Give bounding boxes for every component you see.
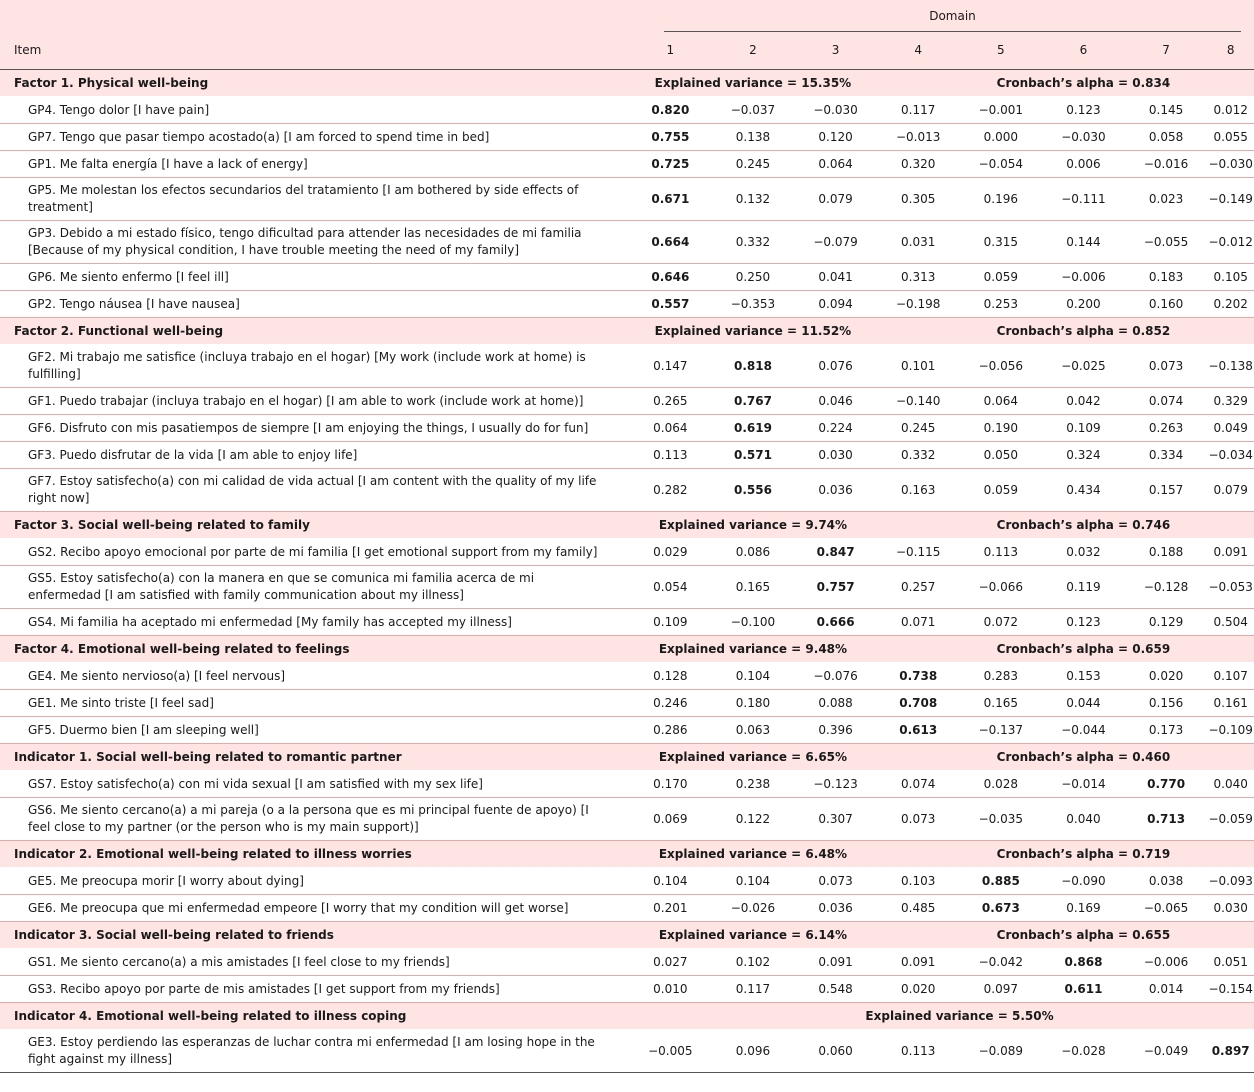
item-cell: GF2. Mi trabajo me satisfice (incluya trabajo en el hogar) [My work (include work at home) is fulfilling] bbox=[0, 345, 629, 388]
item-cell: GS4. Mi familia ha aceptado mi enfermedad [My family has accepted my illness] bbox=[0, 609, 629, 636]
loading-cell: −0.006 bbox=[1125, 949, 1208, 976]
loading-cell: −0.049 bbox=[1125, 1030, 1208, 1073]
loading-cell: 0.147 bbox=[629, 345, 712, 388]
loading-cell: 0.044 bbox=[1042, 690, 1125, 717]
loading-cell: 0.086 bbox=[712, 539, 795, 566]
loading-cell: 0.145 bbox=[1125, 97, 1208, 124]
loading-cell: 0.868 bbox=[1042, 949, 1125, 976]
column-header: 5 bbox=[960, 32, 1043, 70]
item-cell: GS1. Me siento cercano(a) a mis amistades [I feel close to my friends] bbox=[0, 949, 629, 976]
loading-cell: 0.103 bbox=[877, 868, 960, 895]
loading-cell: 0.504 bbox=[1207, 609, 1254, 636]
loading-cell: 0.104 bbox=[712, 663, 795, 690]
table-row bbox=[0, 124, 1254, 151]
item-cell: GP3. Debido a mi estado físico, tengo dificultad para attender las necesidades de mi familia [Because of my physical condition, I have trouble meeting the need of my family] bbox=[0, 221, 629, 264]
loading-cell: 0.129 bbox=[1125, 609, 1208, 636]
loading-cell: 0.071 bbox=[877, 609, 960, 636]
loading-cell: 0.088 bbox=[794, 690, 877, 717]
loading-cell: 0.160 bbox=[1125, 291, 1208, 318]
loading-cell: 0.132 bbox=[712, 178, 795, 221]
cronbach-alpha: Cronbach’s alpha = 0.460 bbox=[960, 744, 1208, 771]
loading-cell: 0.664 bbox=[629, 221, 712, 264]
explained-variance: Explained variance = 6.14% bbox=[629, 922, 877, 949]
loading-cell: 0.557 bbox=[629, 291, 712, 318]
item-cell: GF6. Disfruto con mis pasatiempos de siempre [I am enjoying the things, I usually do for fun] bbox=[0, 415, 629, 442]
loading-cell: 0.058 bbox=[1125, 124, 1208, 151]
table-row bbox=[0, 1030, 1254, 1073]
item-cell: GP7. Tengo que pasar tiempo acostado(a) [I am forced to spend time in bed] bbox=[0, 124, 629, 151]
table-row bbox=[0, 221, 1254, 264]
table-row bbox=[0, 178, 1254, 221]
loading-cell: 0.163 bbox=[877, 469, 960, 512]
loading-cell: 0.138 bbox=[712, 124, 795, 151]
explained-variance: Explained variance = 15.35% bbox=[629, 70, 877, 97]
loading-cell: 0.063 bbox=[712, 717, 795, 744]
loading-cell: −0.055 bbox=[1125, 221, 1208, 264]
table-row bbox=[0, 895, 1254, 922]
loading-cell: 0.120 bbox=[794, 124, 877, 151]
item-cell: GS6. Me siento cercano(a) a mi pareja (o a la persona que es mi principal fuente de apoyo) [I feel close to my partner (or the person who is my main support)] bbox=[0, 798, 629, 841]
loading-cell: −0.012 bbox=[1207, 221, 1254, 264]
item-cell: GP2. Tengo náusea [I have nausea] bbox=[0, 291, 629, 318]
loading-cell: 0.286 bbox=[629, 717, 712, 744]
loading-cell: 0.897 bbox=[1207, 1030, 1254, 1073]
loading-cell: 0.041 bbox=[794, 264, 877, 291]
table-row bbox=[0, 264, 1254, 291]
loading-cell: 0.096 bbox=[712, 1030, 795, 1073]
explained-variance: Explained variance = 9.74% bbox=[629, 512, 877, 539]
loading-cell: 0.072 bbox=[960, 609, 1043, 636]
loading-cell: 0.246 bbox=[629, 690, 712, 717]
loading-cell: 0.571 bbox=[712, 442, 795, 469]
loading-cell: 0.613 bbox=[877, 717, 960, 744]
loading-cell: 0.074 bbox=[877, 771, 960, 798]
column-header: 8 bbox=[1207, 32, 1254, 70]
section-header-row bbox=[0, 1003, 1254, 1030]
loading-cell: 0.885 bbox=[960, 868, 1043, 895]
loading-cell: 0.073 bbox=[877, 798, 960, 841]
loading-cell: 0.074 bbox=[1125, 388, 1208, 415]
loading-cell: 0.315 bbox=[960, 221, 1043, 264]
column-header: 4 bbox=[877, 32, 960, 70]
loading-cell: 0.030 bbox=[1207, 895, 1254, 922]
loading-cell: 0.076 bbox=[794, 345, 877, 388]
loading-cell: 0.014 bbox=[1125, 976, 1208, 1003]
loading-cell: −0.093 bbox=[1207, 868, 1254, 895]
loading-cell: 0.064 bbox=[794, 151, 877, 178]
loading-cell: 0.060 bbox=[794, 1030, 877, 1073]
loading-cell: 0.173 bbox=[1125, 717, 1208, 744]
loading-cell: 0.245 bbox=[877, 415, 960, 442]
loading-cell: 0.170 bbox=[629, 771, 712, 798]
loading-cell: −0.037 bbox=[712, 97, 795, 124]
section-header-row bbox=[0, 70, 1254, 97]
table-row bbox=[0, 717, 1254, 744]
domain-header-row bbox=[0, 0, 1254, 32]
item-cell: GF5. Duermo bien [I am sleeping well] bbox=[0, 717, 629, 744]
loading-cell: 0.091 bbox=[794, 949, 877, 976]
loading-cell: 0.282 bbox=[629, 469, 712, 512]
loading-cell: 0.188 bbox=[1125, 539, 1208, 566]
loading-cell: 0.767 bbox=[712, 388, 795, 415]
loading-cell: 0.250 bbox=[712, 264, 795, 291]
item-cell: GF7. Estoy satisfecho(a) con mi calidad de vida actual [I am content with the quality of my life right now] bbox=[0, 469, 629, 512]
column-header: 3 bbox=[794, 32, 877, 70]
loading-cell: 0.073 bbox=[1125, 345, 1208, 388]
loading-cell: 0.329 bbox=[1207, 388, 1254, 415]
loading-cell: 0.818 bbox=[712, 345, 795, 388]
section-title: Factor 4. Emotional well-being related to feelings bbox=[0, 636, 629, 663]
loading-cell: 0.107 bbox=[1207, 663, 1254, 690]
loading-cell: 0.666 bbox=[794, 609, 877, 636]
loading-cell: 0.332 bbox=[712, 221, 795, 264]
loading-cell: 0.619 bbox=[712, 415, 795, 442]
loading-cell: 0.157 bbox=[1125, 469, 1208, 512]
loading-cell: 0.040 bbox=[1042, 798, 1125, 841]
loading-cell: −0.028 bbox=[1042, 1030, 1125, 1073]
loading-cell: 0.073 bbox=[794, 868, 877, 895]
loading-cell: 0.202 bbox=[1207, 291, 1254, 318]
loading-cell: 0.029 bbox=[629, 539, 712, 566]
table-row bbox=[0, 469, 1254, 512]
loading-cell: −0.128 bbox=[1125, 566, 1208, 609]
section-title: Indicator 2. Emotional well-being related to illness worries bbox=[0, 841, 629, 868]
loading-cell: −0.066 bbox=[960, 566, 1043, 609]
loading-cell: 0.109 bbox=[629, 609, 712, 636]
table-row bbox=[0, 609, 1254, 636]
loading-cell: 0.079 bbox=[794, 178, 877, 221]
loading-cell: 0.094 bbox=[794, 291, 877, 318]
loading-cell: 0.051 bbox=[1207, 949, 1254, 976]
loading-cell: 0.738 bbox=[877, 663, 960, 690]
loading-cell: −0.030 bbox=[794, 97, 877, 124]
loading-cell: −0.100 bbox=[712, 609, 795, 636]
loading-cell: 0.054 bbox=[629, 566, 712, 609]
item-cell: GS5. Estoy satisfecho(a) con la manera en que se comunica mi familia acerca de mi enfermedad [I am satisfied with family communication about my illness] bbox=[0, 566, 629, 609]
item-cell: GS2. Recibo apoyo emocional por parte de mi familia [I get emotional support from my family] bbox=[0, 539, 629, 566]
loading-cell: 0.332 bbox=[877, 442, 960, 469]
column-header: 2 bbox=[712, 32, 795, 70]
loading-cell: 0.036 bbox=[794, 895, 877, 922]
loading-cell: −0.115 bbox=[877, 539, 960, 566]
loading-cell: −0.044 bbox=[1042, 717, 1125, 744]
loading-cell: 0.265 bbox=[629, 388, 712, 415]
loading-cell: 0.117 bbox=[877, 97, 960, 124]
section-title: Factor 1. Physical well-being bbox=[0, 70, 629, 97]
explained-variance: Explained variance = 5.50% bbox=[712, 1003, 1208, 1030]
item-cell: GF1. Puedo trabajar (incluya trabajo en el hogar) [I am able to work (include work at home)] bbox=[0, 388, 629, 415]
loading-cell: 0.485 bbox=[877, 895, 960, 922]
table-row bbox=[0, 415, 1254, 442]
loading-cell: −0.109 bbox=[1207, 717, 1254, 744]
loading-cell: −0.138 bbox=[1207, 345, 1254, 388]
item-cell: GP5. Me molestan los efectos secundarios del tratamiento [I am bothered by side effects of treatment] bbox=[0, 178, 629, 221]
loading-cell: 0.253 bbox=[960, 291, 1043, 318]
section-header-row bbox=[0, 318, 1254, 345]
loading-cell: 0.671 bbox=[629, 178, 712, 221]
loading-cell: 0.038 bbox=[1125, 868, 1208, 895]
loading-cell: 0.313 bbox=[877, 264, 960, 291]
loading-cell: 0.611 bbox=[1042, 976, 1125, 1003]
loading-cell: 0.238 bbox=[712, 771, 795, 798]
item-cell: GE1. Me sinto triste [I feel sad] bbox=[0, 690, 629, 717]
loading-cell: 0.119 bbox=[1042, 566, 1125, 609]
item-column-header: Item bbox=[0, 32, 629, 70]
loading-cell: −0.079 bbox=[794, 221, 877, 264]
section-header-row bbox=[0, 512, 1254, 539]
table-row bbox=[0, 798, 1254, 841]
table-row bbox=[0, 771, 1254, 798]
table-row bbox=[0, 868, 1254, 895]
section-header-row bbox=[0, 841, 1254, 868]
table-row bbox=[0, 949, 1254, 976]
loading-cell: 0.725 bbox=[629, 151, 712, 178]
table-row bbox=[0, 97, 1254, 124]
loading-cell: −0.025 bbox=[1042, 345, 1125, 388]
loading-cell: −0.034 bbox=[1207, 442, 1254, 469]
loading-cell: 0.020 bbox=[877, 976, 960, 1003]
loading-cell: 0.032 bbox=[1042, 539, 1125, 566]
loading-cell: 0.646 bbox=[629, 264, 712, 291]
loading-cell: 0.200 bbox=[1042, 291, 1125, 318]
explained-variance: Explained variance = 9.48% bbox=[629, 636, 877, 663]
loading-cell: −0.090 bbox=[1042, 868, 1125, 895]
loading-cell: 0.027 bbox=[629, 949, 712, 976]
cronbach-alpha: Cronbach’s alpha = 0.746 bbox=[960, 512, 1208, 539]
loading-cell: 0.757 bbox=[794, 566, 877, 609]
loading-cell: −0.016 bbox=[1125, 151, 1208, 178]
table-row bbox=[0, 345, 1254, 388]
loading-cell: −0.065 bbox=[1125, 895, 1208, 922]
domain-header: Domain bbox=[664, 0, 1241, 32]
loading-cell: −0.154 bbox=[1207, 976, 1254, 1003]
loading-cell: −0.005 bbox=[629, 1030, 712, 1073]
loading-cell: 0.113 bbox=[960, 539, 1043, 566]
loading-cell: −0.001 bbox=[960, 97, 1043, 124]
loading-cell: 0.040 bbox=[1207, 771, 1254, 798]
table-row bbox=[0, 663, 1254, 690]
loading-cell: −0.056 bbox=[960, 345, 1043, 388]
loading-cell: 0.123 bbox=[1042, 609, 1125, 636]
loading-cell: 0.122 bbox=[712, 798, 795, 841]
loading-cell: 0.396 bbox=[794, 717, 877, 744]
section-title: Indicator 1. Social well-being related to romantic partner bbox=[0, 744, 629, 771]
explained-variance: Explained variance = 11.52% bbox=[629, 318, 877, 345]
table-row bbox=[0, 291, 1254, 318]
loading-cell: −0.026 bbox=[712, 895, 795, 922]
loading-cell: 0.128 bbox=[629, 663, 712, 690]
loading-cell: 0.324 bbox=[1042, 442, 1125, 469]
loading-cell: −0.013 bbox=[877, 124, 960, 151]
cronbach-alpha: Cronbach’s alpha = 0.655 bbox=[960, 922, 1208, 949]
table-row bbox=[0, 539, 1254, 566]
loading-cell: 0.030 bbox=[794, 442, 877, 469]
loading-cell: 0.770 bbox=[1125, 771, 1208, 798]
loading-cell: 0.097 bbox=[960, 976, 1043, 1003]
item-cell: GP4. Tengo dolor [I have pain] bbox=[0, 97, 629, 124]
loading-cell: −0.123 bbox=[794, 771, 877, 798]
item-cell: GE4. Me siento nervioso(a) [I feel nervous] bbox=[0, 663, 629, 690]
loading-cell: 0.091 bbox=[1207, 539, 1254, 566]
loading-cell: 0.104 bbox=[712, 868, 795, 895]
loading-cell: 0.010 bbox=[629, 976, 712, 1003]
loading-cell: 0.165 bbox=[712, 566, 795, 609]
section-title: Factor 2. Functional well-being bbox=[0, 318, 629, 345]
section-header-row bbox=[0, 636, 1254, 663]
loading-cell: −0.053 bbox=[1207, 566, 1254, 609]
section-title: Indicator 4. Emotional well-being related to illness coping bbox=[0, 1003, 629, 1030]
loading-cell: −0.149 bbox=[1207, 178, 1254, 221]
table-row bbox=[0, 442, 1254, 469]
loading-cell: 0.028 bbox=[960, 771, 1043, 798]
loading-cell: 0.113 bbox=[877, 1030, 960, 1073]
loading-cell: 0.161 bbox=[1207, 690, 1254, 717]
loading-cell: 0.059 bbox=[960, 264, 1043, 291]
column-header: 7 bbox=[1125, 32, 1208, 70]
loading-cell: 0.263 bbox=[1125, 415, 1208, 442]
explained-variance: Explained variance = 6.65% bbox=[629, 744, 877, 771]
loading-cell: 0.556 bbox=[712, 469, 795, 512]
loading-cell: 0.755 bbox=[629, 124, 712, 151]
loading-cell: 0.305 bbox=[877, 178, 960, 221]
loading-cell: 0.069 bbox=[629, 798, 712, 841]
loading-cell: 0.201 bbox=[629, 895, 712, 922]
loading-cell: 0.183 bbox=[1125, 264, 1208, 291]
loading-cell: 0.320 bbox=[877, 151, 960, 178]
loading-cell: 0.049 bbox=[1207, 415, 1254, 442]
loading-cell: 0.307 bbox=[794, 798, 877, 841]
loading-cell: 0.708 bbox=[877, 690, 960, 717]
loading-cell: 0.020 bbox=[1125, 663, 1208, 690]
loading-cell: 0.434 bbox=[1042, 469, 1125, 512]
loading-cell: 0.847 bbox=[794, 539, 877, 566]
loading-cell: 0.012 bbox=[1207, 97, 1254, 124]
loading-cell: 0.042 bbox=[1042, 388, 1125, 415]
loading-cell: 0.123 bbox=[1042, 97, 1125, 124]
item-cell: GF3. Puedo disfrutar de la vida [I am able to enjoy life] bbox=[0, 442, 629, 469]
loading-cell: −0.042 bbox=[960, 949, 1043, 976]
loading-cell: −0.030 bbox=[1207, 151, 1254, 178]
loading-cell: 0.820 bbox=[629, 97, 712, 124]
item-cell: GS7. Estoy satisfecho(a) con mi vida sexual [I am satisfied with my sex life] bbox=[0, 771, 629, 798]
loading-cell: 0.196 bbox=[960, 178, 1043, 221]
loading-cell: 0.105 bbox=[1207, 264, 1254, 291]
loading-cell: 0.165 bbox=[960, 690, 1043, 717]
cronbach-alpha: Cronbach’s alpha = 0.834 bbox=[960, 70, 1208, 97]
loading-cell: 0.257 bbox=[877, 566, 960, 609]
cronbach-alpha: Cronbach’s alpha = 0.719 bbox=[960, 841, 1208, 868]
loading-cell: −0.076 bbox=[794, 663, 877, 690]
loading-cell: −0.140 bbox=[877, 388, 960, 415]
cronbach-alpha: Cronbach’s alpha = 0.852 bbox=[960, 318, 1208, 345]
loading-cell: 0.109 bbox=[1042, 415, 1125, 442]
loading-cell: 0.144 bbox=[1042, 221, 1125, 264]
loading-cell: 0.079 bbox=[1207, 469, 1254, 512]
loading-cell: 0.036 bbox=[794, 469, 877, 512]
loading-cell: 0.245 bbox=[712, 151, 795, 178]
loading-cell: 0.050 bbox=[960, 442, 1043, 469]
loading-cell: −0.059 bbox=[1207, 798, 1254, 841]
loading-cell: −0.198 bbox=[877, 291, 960, 318]
item-cell: GS3. Recibo apoyo por parte de mis amistades [I get support from my friends] bbox=[0, 976, 629, 1003]
loading-cell: 0.180 bbox=[712, 690, 795, 717]
section-title: Factor 3. Social well-being related to family bbox=[0, 512, 629, 539]
loading-cell: 0.104 bbox=[629, 868, 712, 895]
loading-cell: −0.014 bbox=[1042, 771, 1125, 798]
column-header: 1 bbox=[629, 32, 712, 70]
loading-cell: 0.548 bbox=[794, 976, 877, 1003]
item-cell: GP1. Me falta energía [I have a lack of energy] bbox=[0, 151, 629, 178]
column-header-row bbox=[0, 32, 1254, 70]
loading-cell: 0.169 bbox=[1042, 895, 1125, 922]
section-header-row bbox=[0, 744, 1254, 771]
loading-cell: −0.035 bbox=[960, 798, 1043, 841]
loading-cell: 0.117 bbox=[712, 976, 795, 1003]
loading-cell: −0.111 bbox=[1042, 178, 1125, 221]
loading-cell: 0.101 bbox=[877, 345, 960, 388]
table-row bbox=[0, 151, 1254, 178]
table-row bbox=[0, 690, 1254, 717]
loading-cell: 0.091 bbox=[877, 949, 960, 976]
loading-cell: 0.064 bbox=[960, 388, 1043, 415]
table-row bbox=[0, 976, 1254, 1003]
loading-cell: 0.046 bbox=[794, 388, 877, 415]
loading-cell: −0.030 bbox=[1042, 124, 1125, 151]
loading-cell: 0.055 bbox=[1207, 124, 1254, 151]
loading-cell: −0.054 bbox=[960, 151, 1043, 178]
section-header-row bbox=[0, 922, 1254, 949]
loading-cell: 0.713 bbox=[1125, 798, 1208, 841]
explained-variance: Explained variance = 6.48% bbox=[629, 841, 877, 868]
loading-cell: 0.031 bbox=[877, 221, 960, 264]
loading-cell: 0.059 bbox=[960, 469, 1043, 512]
loading-cell: 0.113 bbox=[629, 442, 712, 469]
item-cell: GE5. Me preocupa morir [I worry about dying] bbox=[0, 868, 629, 895]
loading-cell: 0.224 bbox=[794, 415, 877, 442]
loading-cell: 0.064 bbox=[629, 415, 712, 442]
loading-cell: 0.283 bbox=[960, 663, 1043, 690]
loading-cell: −0.353 bbox=[712, 291, 795, 318]
loading-cell: −0.006 bbox=[1042, 264, 1125, 291]
loading-cell: 0.000 bbox=[960, 124, 1043, 151]
loading-cell: 0.153 bbox=[1042, 663, 1125, 690]
loading-cell: −0.137 bbox=[960, 717, 1043, 744]
table-row bbox=[0, 388, 1254, 415]
cronbach-alpha: Cronbach’s alpha = 0.659 bbox=[960, 636, 1208, 663]
column-header: 6 bbox=[1042, 32, 1125, 70]
loading-cell: 0.102 bbox=[712, 949, 795, 976]
section-title: Indicator 3. Social well-being related to friends bbox=[0, 922, 629, 949]
loading-cell: 0.006 bbox=[1042, 151, 1125, 178]
loading-cell: −0.089 bbox=[960, 1030, 1043, 1073]
item-cell: GE6. Me preocupa que mi enfermedad empeore [I worry that my condition will get worse] bbox=[0, 895, 629, 922]
loading-cell: 0.156 bbox=[1125, 690, 1208, 717]
loading-cell: 0.673 bbox=[960, 895, 1043, 922]
table-row bbox=[0, 566, 1254, 609]
item-cell: GP6. Me siento enfermo [I feel ill] bbox=[0, 264, 629, 291]
loading-cell: 0.190 bbox=[960, 415, 1043, 442]
loading-cell: 0.023 bbox=[1125, 178, 1208, 221]
loading-cell: 0.334 bbox=[1125, 442, 1208, 469]
item-cell: GE3. Estoy perdiendo las esperanzas de luchar contra mi enfermedad [I am losing hope in the fight against my illness] bbox=[0, 1030, 629, 1073]
